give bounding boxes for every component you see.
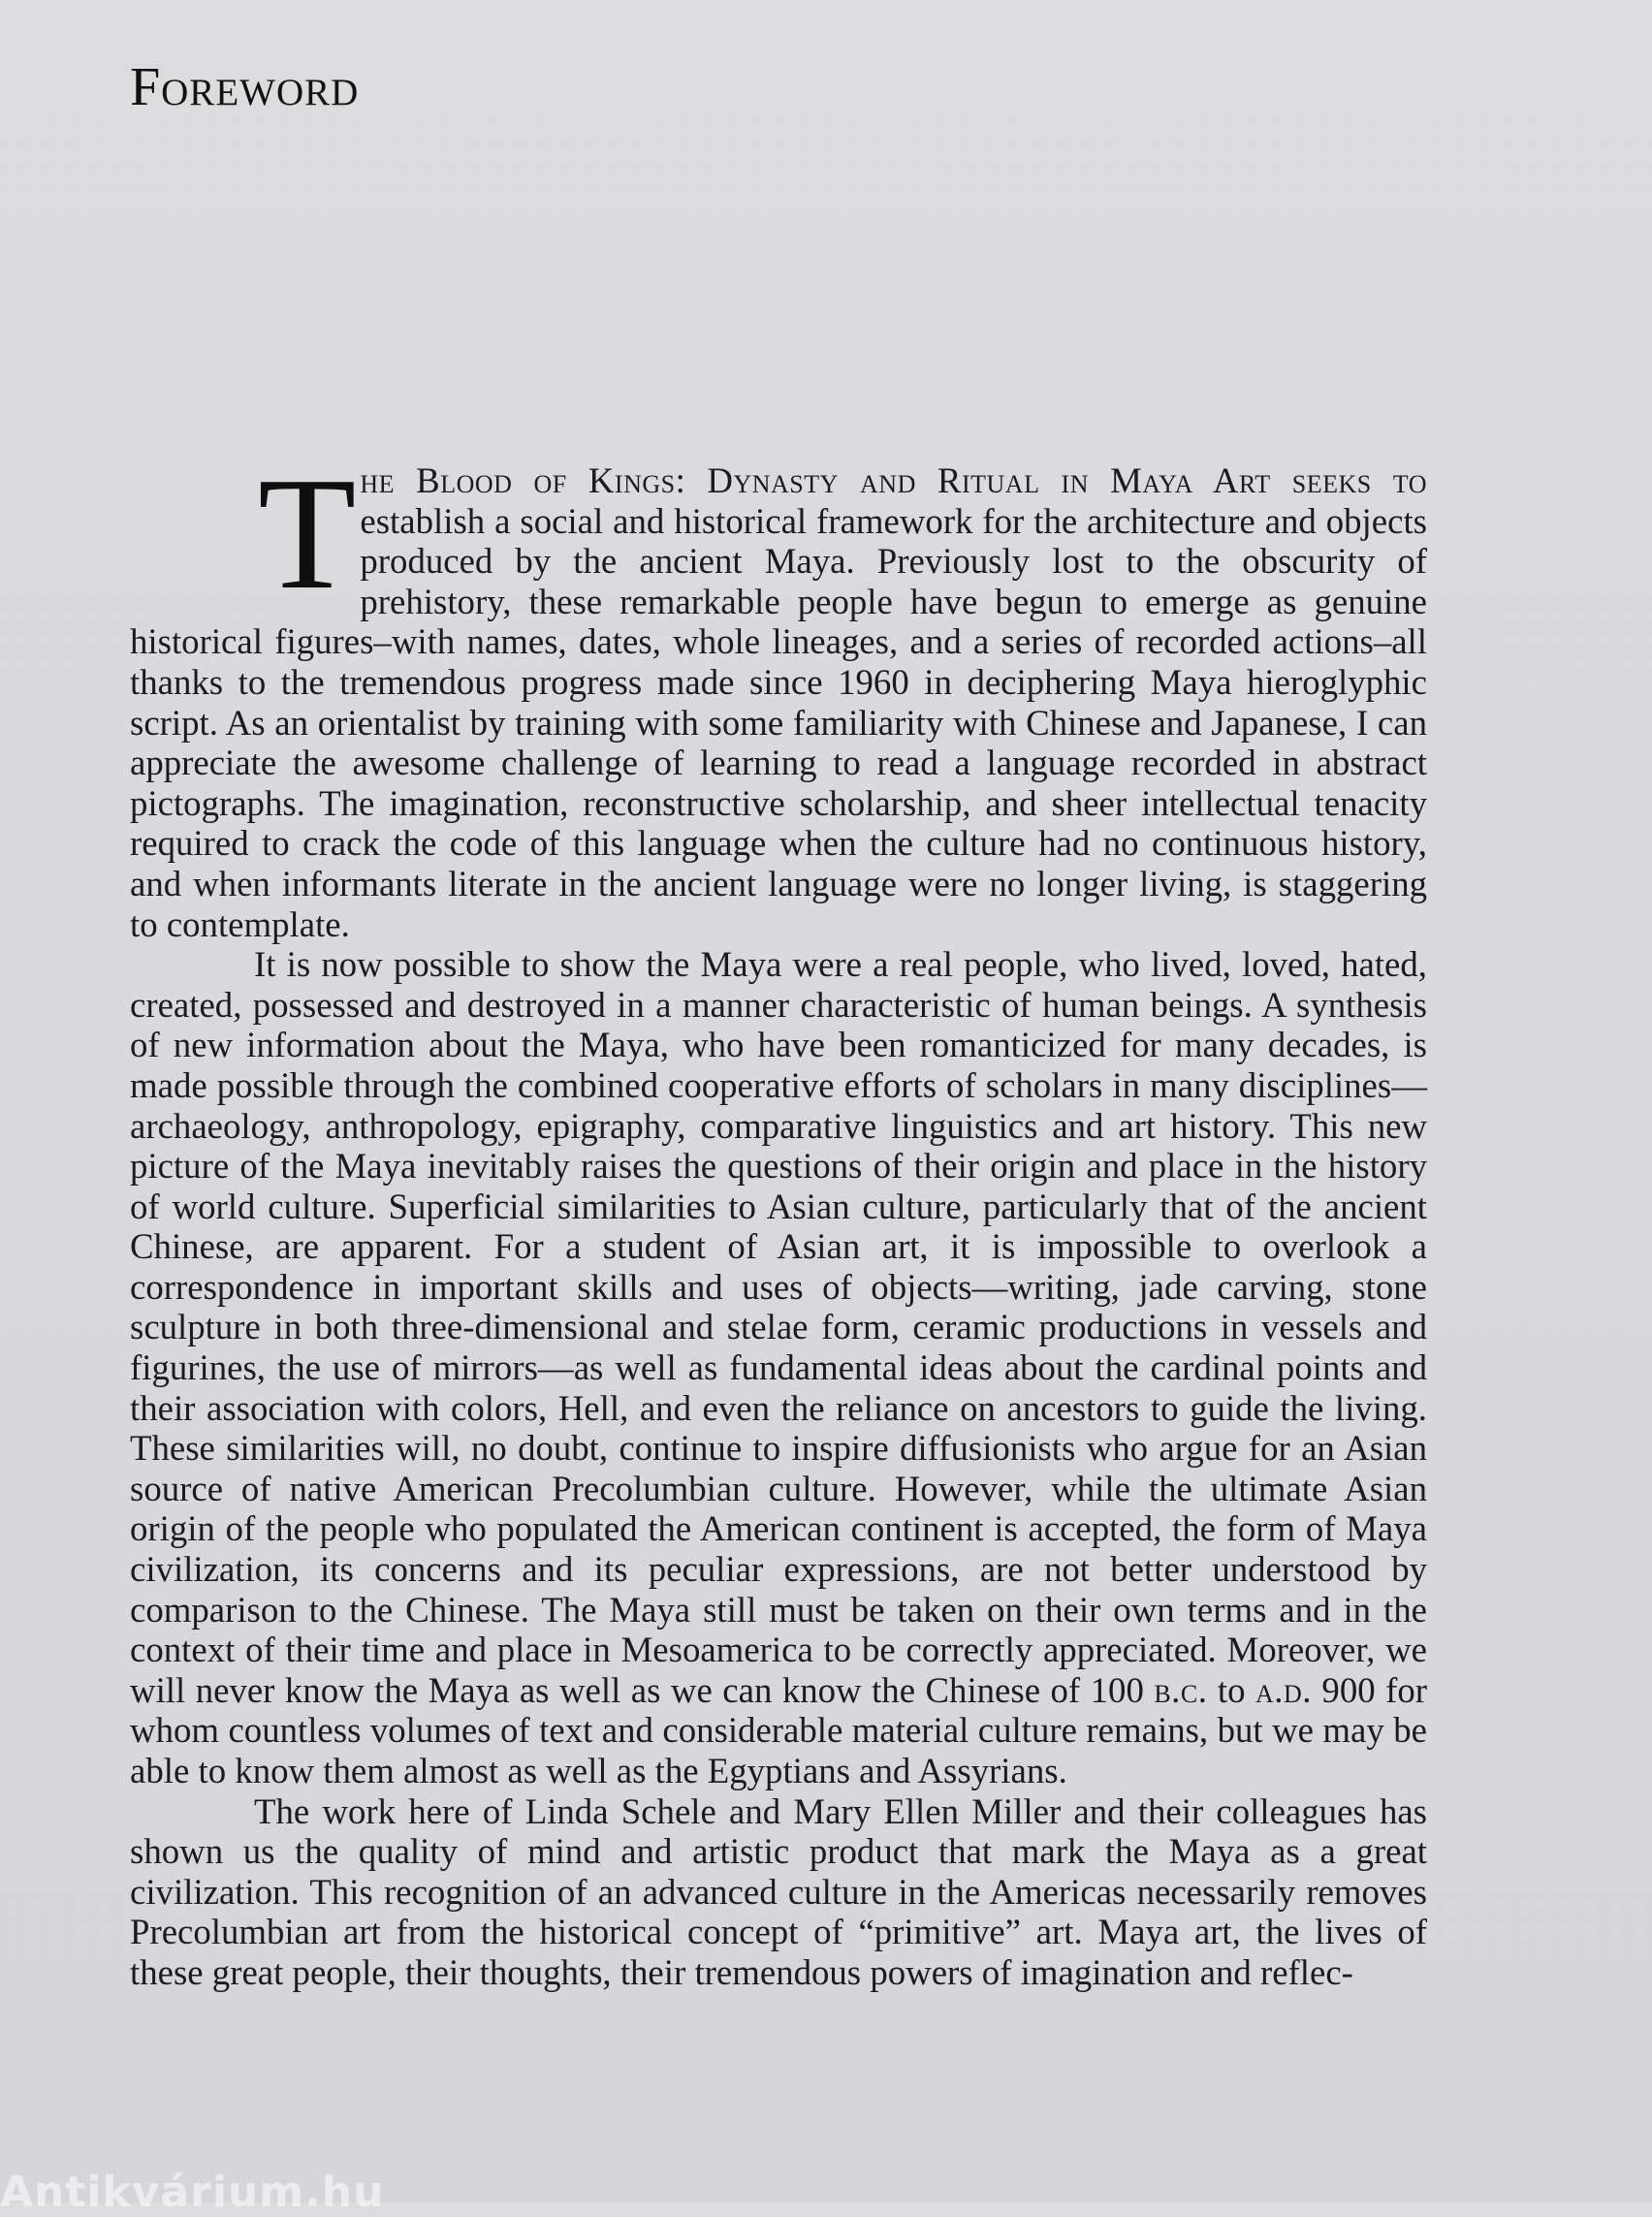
paragraph-2 xyxy=(130,944,1427,1790)
paragraph-2-text-a: It is now possible to show the Maya were a real people, who lived, loved, hated, created, possessed and destroyed in a manner characteristic of human beings. A synthesis of new information about the Maya, who have been romanticized for many decades, is made possible through the combined cooperative efforts of scholars in many disciplines—archaeology, anthropology, epigraphy, comparative linguistics and art history. This new picture of the Maya inevitably raises the questions of their origin and place in the history of world culture. Superficial similarities to Asian culture, particularly that of the ancient Chinese, are apparent. For a student of Asian art, it is impossible to overlook a correspondence in important skills and uses of objects—writing, jade carving, stone sculpture in both three-dimensional and stelae form, ceramic productions in vessels and figurines, the use of mirrors—as well as fundamental ideas about the cardinal points and their association with colors, Hell, and even the reliance on ancestors to guide the living. These similarities will, no doubt, continue to inspire diffusionists who argue for an Asian source of native American Precolumbian culture. However, while the ultimate Asian origin of the people who populated the American continent is accepted, the form of Maya civilization, its concerns and its peculiar expressions, are not better understood by comparison to the Chinese. The Maya still must be taken on their own terms and in the context of their time and place in Mesoamerica to be correctly appreciated. Moreover, we will never know the Maya as well as we can know the Chinese of 100 xyxy=(130,944,1427,1710)
paragraph-2-text-b: 900 for whom countless volumes of text and considerable material culture remains, but we may be able to know them almost as well as the Egyptians and Assyrians. xyxy=(130,1669,1428,1790)
watermark: Antikvárium.hu xyxy=(0,2168,385,2217)
paragraph-2-to: to xyxy=(1207,1669,1255,1710)
paragraph-3: The work here of Linda Schele and Mary Ellen Miller and their colleagues has shown us the quality of mind and artistic product that mark the Maya as a great civilization. This recognition of an advanced culture in the Americas necessarily removes Precolumbian art from the historical concept of “primitive” art. Maya art, the lives of these great people, their thoughts, their tremendous powers of imagination and reflec- xyxy=(130,1790,1427,1992)
era-ad: a.d. xyxy=(1255,1669,1312,1710)
book-title-small-caps: he Blood of Kings: Dynasty and Ritual in Maya Art seeks to xyxy=(360,460,1427,500)
drop-cap: T xyxy=(258,444,357,622)
foreword-body xyxy=(130,444,1428,1993)
page-title: Foreword xyxy=(130,57,360,117)
paragraph-1 xyxy=(130,444,1427,944)
paragraph-1-text: establish a social and historical framework for the architecture and objects produced by the ancient Maya. Previously lost to the obscurity of prehistory, these remarkable people have begun to emerge as genuine historical figures–with names, dates, whole lineages, and a series of recorded actions–all thanks to the tremendous progress made since 1960 in deciphering Maya hieroglyphic script. As an orientalist by training with some familiarity with Chinese and Japanese, I can appreciate the awesome challenge of learning to read a language recorded in abstract pictographs. The imagination, reconstructive scholarship, and sheer intellectual tenacity required to crack the code of this language when the culture had no continuous history, and when informants literate in the ancient language were no longer living, is staggering to contemplate. xyxy=(130,500,1427,944)
era-bc: b.c. xyxy=(1154,1669,1208,1710)
